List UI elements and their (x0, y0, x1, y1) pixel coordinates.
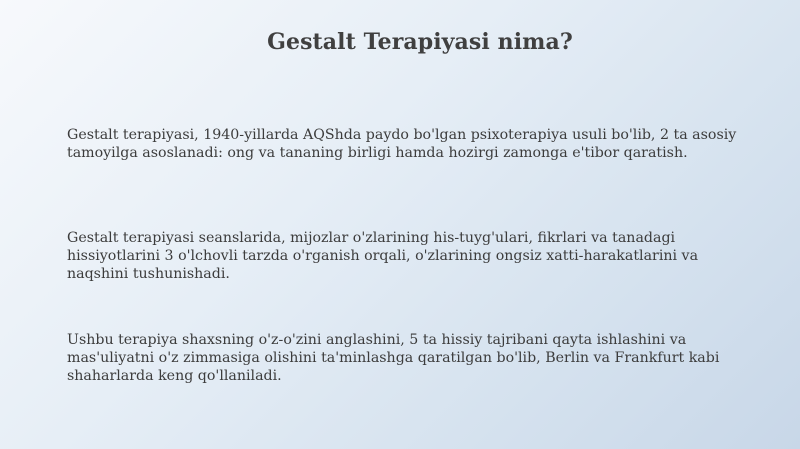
paragraph-2-line-3: naqshini tushunishadi. (67, 266, 230, 282)
paragraph-1 (67, 126, 747, 162)
slide-title: Gestalt Terapiyasi nima? (267, 29, 573, 55)
paragraph-3-line-2: mas'uliyatni o'z zimmasiga olishini ta'minlashga qaratilgan bo'lib, Berlin va Frankfurt kabi (67, 350, 720, 366)
paragraph-2-line-1: Gestalt terapiyasi seanslarida, mijozlar o'zlarining his-tuyg'ulari, fikrlari va tanadagi (67, 230, 676, 246)
paragraph-3-line-1: Ushbu terapiya shaxsning o'z-o'zini anglashini, 5 ta hissiy tajribani qayta ishlashini va (67, 332, 687, 348)
paragraph-3-line-3: shaharlarda keng qo'llaniladi. (67, 368, 282, 384)
paragraph-1-line-1: Gestalt terapiyasi, 1940-yillarda AQShda paydo bo'lgan psixoterapiya usuli bo'lib, 2 ta asosiy (67, 127, 737, 143)
paragraph-1-line-2: tamoyilga asoslanadi: ong va tananing birligi hamda hozirgi zamonga e'tibor qaratish. (67, 145, 688, 161)
paragraph-2-line-2: hissiyotlarini 3 o'lchovli tarzda o'rganish orqali, o'zlarining ongsiz xatti-harakatlarini va (67, 248, 699, 264)
paragraph-2 (67, 229, 747, 283)
paragraph-3 (67, 331, 747, 385)
